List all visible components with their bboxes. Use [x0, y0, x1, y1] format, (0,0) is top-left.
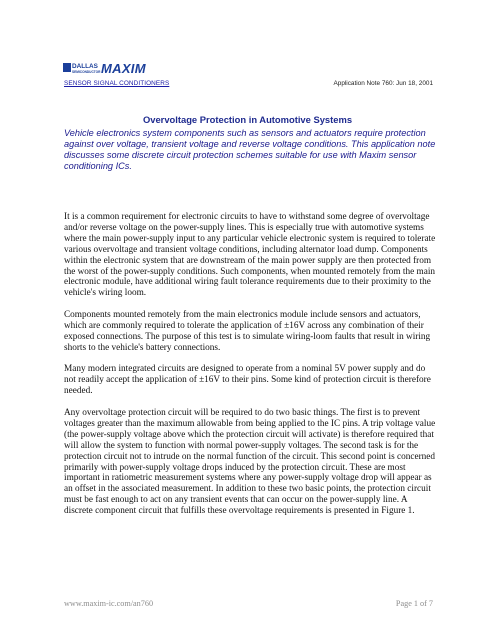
dallas-logo-mark	[63, 63, 71, 72]
dallas-maxim-logo	[63, 61, 175, 75]
footer-url: www.maxim-ic.com/an760	[64, 599, 154, 608]
semiconductor-logo-text: SEMICONDUCTOR	[72, 69, 101, 74]
dallas-logo-text: DALLAS	[72, 63, 98, 71]
application-note-info: Application Note 760: Jun 18, 2001	[333, 80, 433, 87]
body-paragraph: Many modern integrated circuits are designed to operate from a nominal 5V power supply and do not readily accept the application of ±16V to their pins. Some kind of protection circuit is therefore needed.	[64, 364, 431, 397]
body-paragraph: It is a common requirement for electronic circuits to have to withstand some degree of overvoltage and/or reverse voltage on the power-supply lines. This is especially true with automotive systems where the main power-supply input to any particular vehicle electronic system is required to tolerate various overvoltage and transient voltage conditions, including alternator load dump. Components within the electronic system that are downstream of the main power supply are then protected from the worst of the power-supply conditions. Such components, when mounted remotely from the main electronic module, have additional wiring fault tolerance requirements due to their proximity to the vehicle's wiring loom.	[64, 212, 436, 299]
body-paragraph: Components mounted remotely from the main electronics module include sensors and actuators, which are commonly required to tolerate the application of ±16V across any combination of their exposed connections. The purpose of this test is to simulate wiring-loom faults that result in wiring shorts to the vehicle's battery connections.	[64, 310, 431, 353]
page-number: Page 1 of 7	[395, 599, 433, 608]
abstract: Vehicle electronics system components such as sensors and actuators require protection against over voltage, transient voltage and reverse voltage conditions. This application note discusses some discrete circuit protection schemes suitable for use with Maxim sensor conditioning ICs.	[64, 128, 436, 171]
body-paragraph: Any overvoltage protection circuit will be required to do two basic things. The first is to prevent voltages greater than the maximum allowable from being applied to the IC pins. A trip voltage value (the power-supply voltage above which the protection circuit will activate) is therefore required that will allow the system to function with normal power-supply voltages. The second task is for the protection circuit not to intrude on the normal function of the circuit. This second point is concerned primarily with power-supply voltage drops induced by the protection circuit. These are most important in ratiometric measurement systems where any power-supply voltage drop will appear as an offset in the associated measurement. In addition to these two basic points, the protection circuit must be fast enough to act on any transient events that can occur on the power-supply line. A discrete component circuit that fulfills these overvoltage requirements is presented in Figure 1.	[64, 407, 436, 517]
page-title: Overvoltage Protection in Automotive Systems	[142, 114, 353, 125]
category-link[interactable]: SENSOR SIGNAL CONDITIONERS	[64, 80, 170, 87]
maxim-logo-text: MAXIM	[101, 61, 146, 75]
article-body	[64, 212, 436, 528]
